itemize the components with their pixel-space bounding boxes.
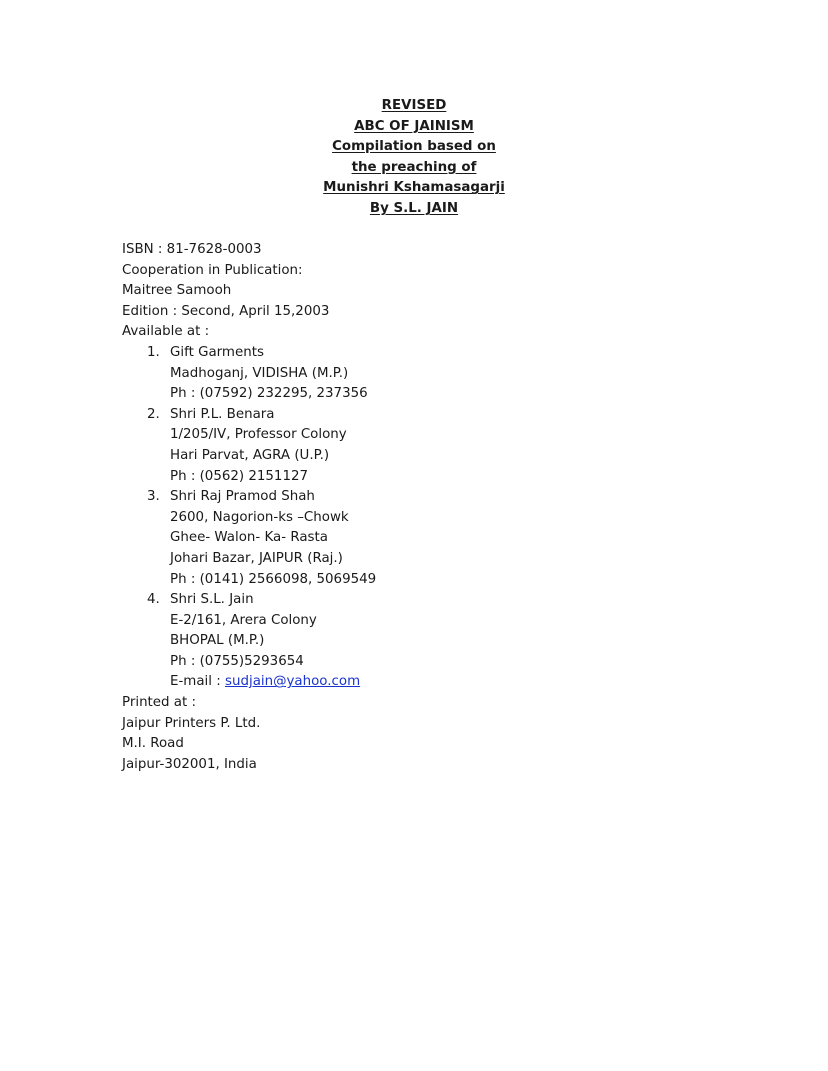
location-name: Shri P.L. Benara	[170, 406, 275, 422]
available-at-label: Available at :	[122, 324, 210, 340]
email-link[interactable]: sudjain@yahoo.com	[225, 674, 361, 690]
email-label: E-mail :	[170, 674, 226, 690]
location-item	[122, 487, 376, 590]
location-address: BHOPAL (M.P.)	[170, 633, 265, 649]
document-title	[0, 96, 828, 220]
list-number: 4.	[147, 592, 160, 608]
title-book-name: ABC OF JAINISM	[354, 118, 474, 134]
location-phone: Ph : (0755)5293654	[170, 653, 304, 669]
location-address: Madhoganj, VIDISHA (M.P.)	[170, 365, 349, 381]
list-number: 3.	[147, 489, 160, 505]
title-compilation: Compilation based on	[332, 139, 496, 155]
isbn: ISBN : 81-7628-0003	[122, 242, 262, 257]
title-author: By S.L. JAIN	[369, 200, 459, 216]
list-number: 2.	[147, 406, 160, 422]
locations-list	[122, 343, 376, 693]
location-name: Shri S.L. Jain	[170, 592, 254, 608]
printer-name: Jaipur Printers P. Ltd.	[122, 715, 261, 731]
publication-details	[122, 240, 376, 775]
location-address: Hari Parvat, AGRA (U.P.)	[170, 447, 330, 463]
location-item	[122, 343, 376, 405]
location-phone: Ph : (0562) 2151127	[170, 468, 309, 484]
location-phone: Ph : (0141) 2566098, 5069549	[170, 571, 377, 587]
location-phone: Ph : (07592) 232295, 237356	[170, 386, 368, 402]
location-name: Shri Raj Pramod Shah	[170, 489, 315, 505]
location-address: Ghee- Walon- Ka- Rasta	[170, 530, 328, 546]
location-address: 2600, Nagorion-ks –Chowk	[170, 509, 349, 525]
location-address: E-2/161, Arera Colony	[170, 612, 317, 628]
title-preaching: the preaching of	[351, 159, 477, 175]
list-number: 1.	[147, 344, 160, 360]
cooperation-value: Maitree Samooh	[122, 283, 232, 299]
location-item	[122, 590, 376, 693]
printed-at-label: Printed at :	[122, 695, 197, 711]
title-revised: REVISED	[381, 98, 447, 113]
location-name: Gift Garments	[170, 344, 264, 360]
location-item	[122, 405, 376, 487]
printer-city: Jaipur-302001, India	[122, 756, 257, 772]
location-address: Johari Bazar, JAIPUR (Raj.)	[170, 550, 343, 566]
location-address: 1/205/IV, Professor Colony	[170, 427, 347, 443]
printer-road: M.I. Road	[122, 736, 184, 752]
cooperation-label: Cooperation in Publication:	[122, 262, 303, 278]
email-line	[170, 672, 376, 693]
title-munishri: Munishri Kshamasagarji	[323, 180, 505, 196]
edition: Edition : Second, April 15,2003	[122, 303, 330, 319]
